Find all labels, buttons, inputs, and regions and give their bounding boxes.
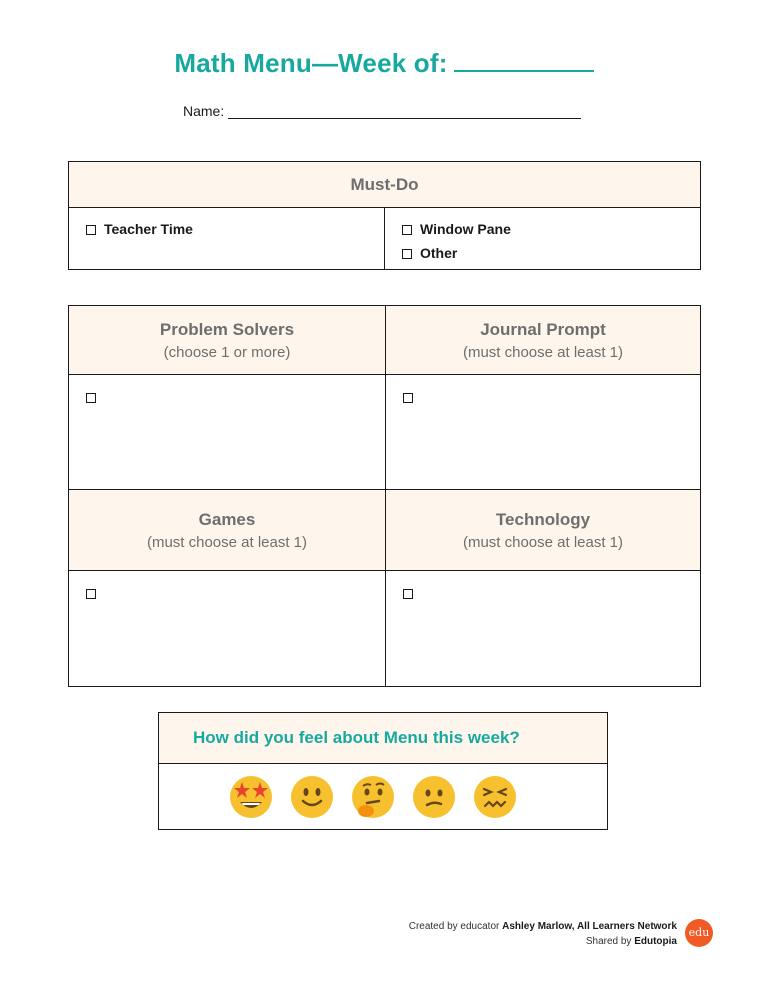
shared-by-line: [409, 934, 677, 949]
games-title: Games: [198, 509, 256, 529]
page-title-text: Math Menu—Week of:: [174, 48, 448, 78]
checkbox[interactable]: [403, 589, 413, 599]
emoji-row: [159, 764, 607, 830]
journal-prompt-header: [386, 306, 701, 375]
technology-subtitle: (must choose at least 1): [462, 533, 624, 551]
feedback-box: [158, 712, 608, 830]
games-cell: [69, 571, 386, 687]
shared-by-name: Edutopia: [634, 936, 677, 947]
author-name: Ashley Marlow, All Learners Network: [502, 921, 677, 932]
checkbox[interactable]: [86, 393, 96, 403]
technology-header: [386, 490, 701, 571]
shared-prefix: Shared by: [585, 936, 632, 947]
confounded-emoji[interactable]: [474, 776, 516, 818]
technology-title: Technology: [495, 509, 591, 529]
footer-credit: [409, 919, 677, 949]
must-do-left-cell: [69, 208, 385, 270]
must-do-table: [68, 161, 701, 270]
checkbox[interactable]: [86, 589, 96, 599]
created-by-line: [409, 919, 677, 934]
must-do-heading: Must-Do: [350, 174, 419, 194]
journal-prompt-subtitle: (must choose at least 1): [462, 343, 624, 361]
item-label: Teacher Time: [104, 221, 193, 237]
feedback-question: How did you feel about Menu this week?: [159, 713, 607, 764]
name-row: [183, 103, 581, 119]
must-do-item[interactable]: [402, 245, 700, 261]
name-line[interactable]: [228, 104, 581, 119]
checkbox[interactable]: [403, 393, 413, 403]
journal-prompt-title: Journal Prompt: [480, 319, 606, 339]
must-do-header: [69, 162, 701, 208]
thinking-emoji[interactable]: [352, 776, 394, 818]
item-label: Other: [420, 245, 458, 261]
star-struck-emoji[interactable]: [230, 776, 272, 818]
edutopia-logo: edu: [685, 919, 713, 947]
journal-prompt-cell: [386, 375, 701, 490]
name-label: Name:: [183, 103, 225, 119]
confused-emoji[interactable]: [413, 776, 455, 818]
technology-cell: [386, 571, 701, 687]
games-subtitle: (must choose at least 1): [146, 533, 308, 551]
created-prefix: Created by educator: [408, 921, 500, 932]
checkbox[interactable]: [86, 225, 96, 235]
must-do-item[interactable]: [86, 221, 384, 237]
problem-solvers-subtitle: (choose 1 or more): [163, 343, 291, 361]
must-do-item[interactable]: [402, 221, 700, 237]
item-label: Window Pane: [420, 221, 511, 237]
smiling-emoji[interactable]: [291, 776, 333, 818]
week-blank-line[interactable]: [454, 48, 594, 72]
problem-solvers-header: [69, 306, 386, 375]
problem-solvers-cell: [69, 375, 386, 490]
must-do-right-cell: [385, 208, 701, 270]
checkbox[interactable]: [402, 249, 412, 259]
games-header: [69, 490, 386, 571]
choices-table: [68, 305, 701, 687]
checkbox[interactable]: [402, 225, 412, 235]
problem-solvers-title: Problem Solvers: [159, 319, 295, 339]
page-title: [0, 48, 768, 79]
